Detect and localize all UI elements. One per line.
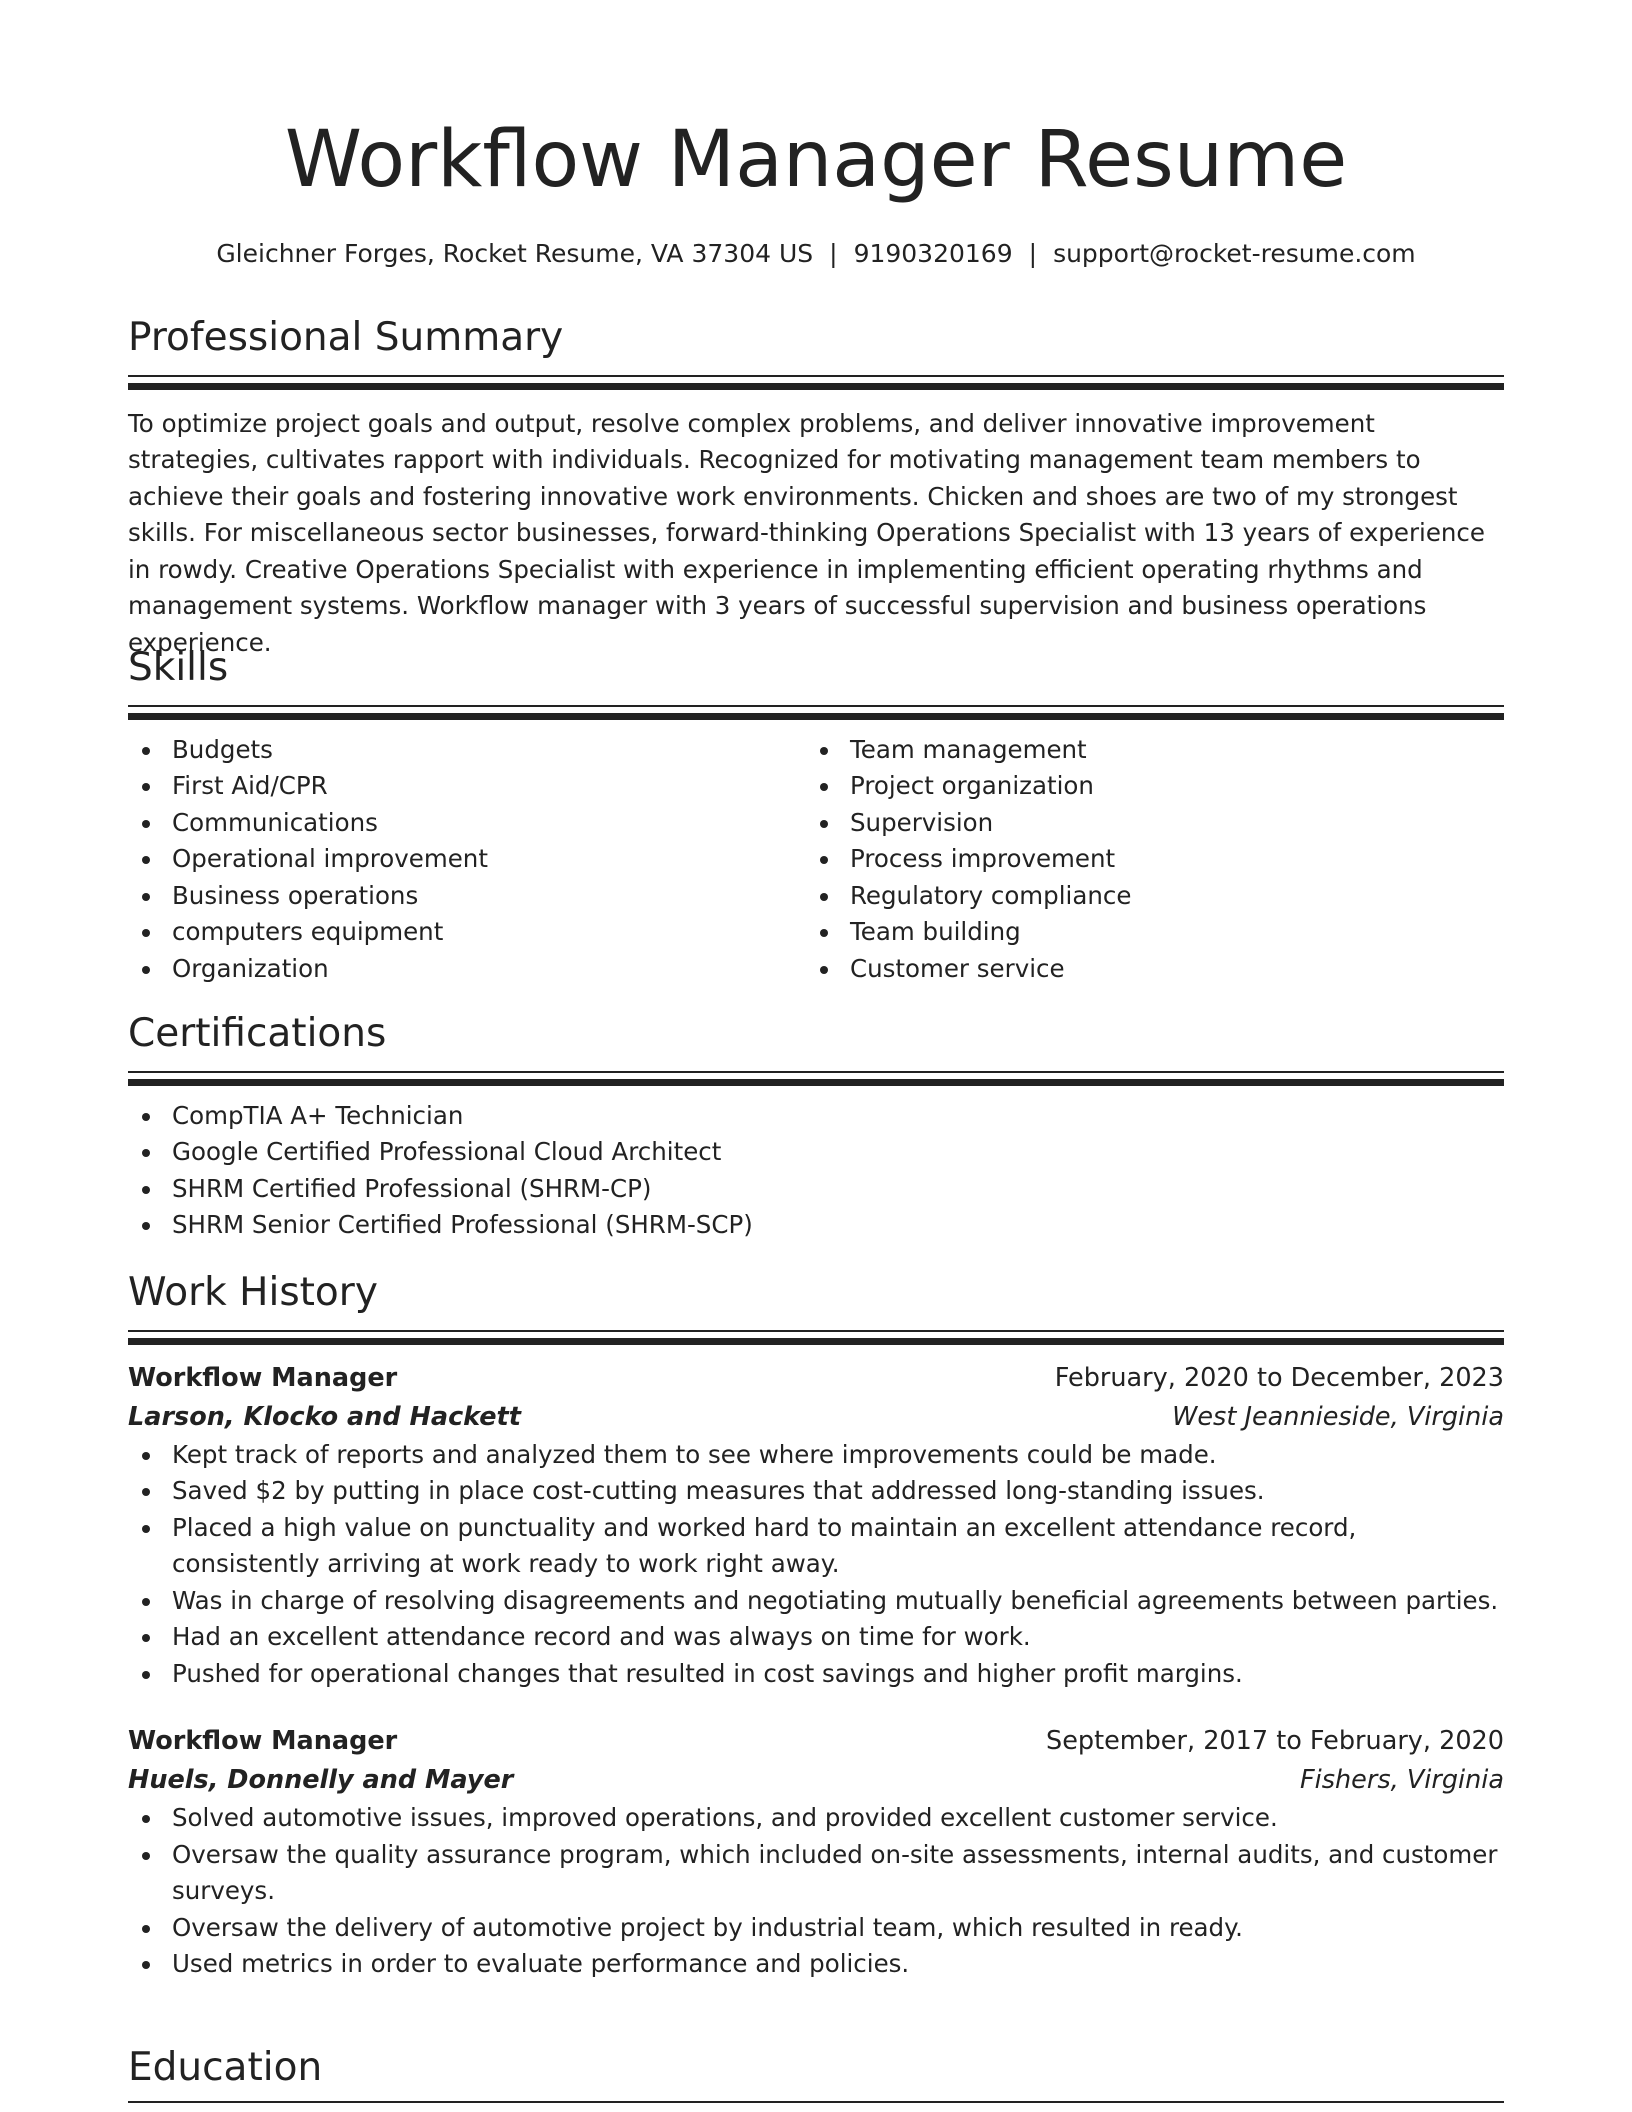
skills-column-right <box>806 732 1484 988</box>
divider-thick <box>128 1079 1504 1086</box>
section-education <box>128 2046 1504 2103</box>
job-bullet: Had an excellent attendance record and was always on time for work. <box>172 1619 1504 1656</box>
divider-thin <box>128 2101 1504 2103</box>
section-heading: Certifications <box>128 1011 387 1056</box>
section-divider <box>128 705 1504 720</box>
divider-thin <box>128 705 1504 707</box>
contact-separator: | <box>1028 239 1038 268</box>
job-bullets <box>128 1800 1504 1983</box>
skills-list <box>128 732 806 988</box>
job-company: Larson, Klocko and Hackett <box>128 1401 521 1432</box>
job-subheader <box>128 1760 1504 1800</box>
skill-item: Budgets <box>172 732 806 769</box>
skill-item: Operational improvement <box>172 841 806 878</box>
job-dates: September, 2017 to February, 2020 <box>1046 1726 1504 1757</box>
job-bullet: Was in charge of resolving disagreements and negotiating mutually beneficial agreements between parties. <box>172 1583 1504 1620</box>
job-bullet: Placed a high value on punctuality and worked hard to maintain an excellent attendance record, consistently arriving at work ready to work right away. <box>172 1510 1504 1583</box>
section-heading: Education <box>128 2045 323 2090</box>
job-subheader <box>128 1397 1504 1437</box>
section-divider <box>128 1071 1504 1086</box>
job-company: Huels, Donnelly and Mayer <box>128 1765 514 1796</box>
skill-item: First Aid/CPR <box>172 768 806 805</box>
skills-columns <box>128 732 1504 988</box>
section-heading: Professional Summary <box>128 315 564 360</box>
skills-list <box>806 732 1484 988</box>
job-bullet: Pushed for operational changes that resulted in cost savings and higher profit margins. <box>172 1656 1504 1693</box>
job-title: Workflow Manager <box>128 1726 398 1757</box>
contact-separator: | <box>829 239 838 268</box>
summary-text: To optimize project goals and output, resolve complex problems, and deliver innovative improvement strategies, cultivates rapport with individuals. Recognized for motivating management team members to achieve their goals and fostering innovative work environments. Chicken and shoes are two of my strongest skills. For miscellaneous sector businesses, forward-thinking Operations Specialist with 13 years of experience in rowdy. Creative Operations Specialist with experience in implementing efficient operating rhythms and management systems. Workflow manager with 3 years of successful supervision and business operations experience. <box>128 408 1485 657</box>
skills-column-left <box>128 732 806 988</box>
skill-item: Process improvement <box>850 841 1484 878</box>
skill-item: Regulatory compliance <box>850 878 1484 915</box>
section-heading: Work History <box>128 1270 378 1315</box>
section-professional-summary <box>128 316 1504 661</box>
contact-email: support@rocket-resume.com <box>1053 239 1416 268</box>
certifications-list <box>128 1098 1504 1244</box>
skill-item: Team building <box>850 914 1484 951</box>
skill-item: Team management <box>850 732 1484 769</box>
skill-item: Business operations <box>172 878 806 915</box>
section-heading: Skills <box>128 645 229 690</box>
divider-thick <box>128 383 1504 390</box>
section-divider <box>128 2101 1504 2103</box>
job-bullet: Saved $2 by putting in place cost-cutting measures that addressed long-standing issues. <box>172 1473 1504 1510</box>
skill-item: Communications <box>172 805 806 842</box>
certification-item: CompTIA A+ Technician <box>172 1098 1504 1135</box>
contact-line <box>128 238 1504 271</box>
job-bullet: Kept track of reports and analyzed them to see where improvements could be made. <box>172 1437 1504 1474</box>
job-entry <box>128 1359 1504 1693</box>
job-location: Fishers, Virginia <box>1299 1765 1504 1796</box>
job-header <box>128 1722 1504 1760</box>
job-title: Workflow Manager <box>128 1362 398 1393</box>
divider-thick <box>128 1338 1504 1345</box>
job-entry <box>128 1722 1504 1983</box>
certification-item: Google Certified Professional Cloud Architect <box>172 1134 1504 1171</box>
section-certifications <box>128 1012 1504 1244</box>
job-bullets <box>128 1437 1504 1693</box>
section-skills <box>128 646 1504 987</box>
divider-thin <box>128 1071 1504 1073</box>
skill-item: Organization <box>172 951 806 988</box>
job-bullet: Oversaw the delivery of automotive project by industrial team, which resulted in ready. <box>172 1910 1504 1947</box>
skill-item: computers equipment <box>172 914 806 951</box>
section-divider <box>128 1330 1504 1345</box>
certification-item: SHRM Senior Certified Professional (SHRM-SCP) <box>172 1207 1504 1244</box>
job-bullet: Used metrics in order to evaluate performance and policies. <box>172 1946 1504 1983</box>
certification-item: SHRM Certified Professional (SHRM-CP) <box>172 1171 1504 1208</box>
contact-address: Gleichner Forges, Rocket Resume, VA 37304 US <box>216 239 814 268</box>
skill-item: Project organization <box>850 768 1484 805</box>
divider-thin <box>128 375 1504 377</box>
job-header <box>128 1359 1504 1397</box>
resume-title: Workflow Manager Resume <box>284 115 1348 205</box>
divider-thin <box>128 1330 1504 1332</box>
section-work-history <box>128 1271 1504 1983</box>
contact-phone: 9190320169 <box>853 239 1013 268</box>
skill-item: Supervision <box>850 805 1484 842</box>
job-dates: February, 2020 to December, 2023 <box>1054 1362 1504 1393</box>
section-divider <box>128 375 1504 390</box>
job-location: West Jeannieside, Virginia <box>1172 1401 1504 1432</box>
job-bullet: Solved automotive issues, improved operations, and provided excellent customer service. <box>172 1800 1504 1837</box>
divider-thick <box>128 713 1504 720</box>
job-bullet: Oversaw the quality assurance program, which included on-site assessments, internal audits, and customer surveys. <box>172 1837 1504 1910</box>
skill-item: Customer service <box>850 951 1484 988</box>
